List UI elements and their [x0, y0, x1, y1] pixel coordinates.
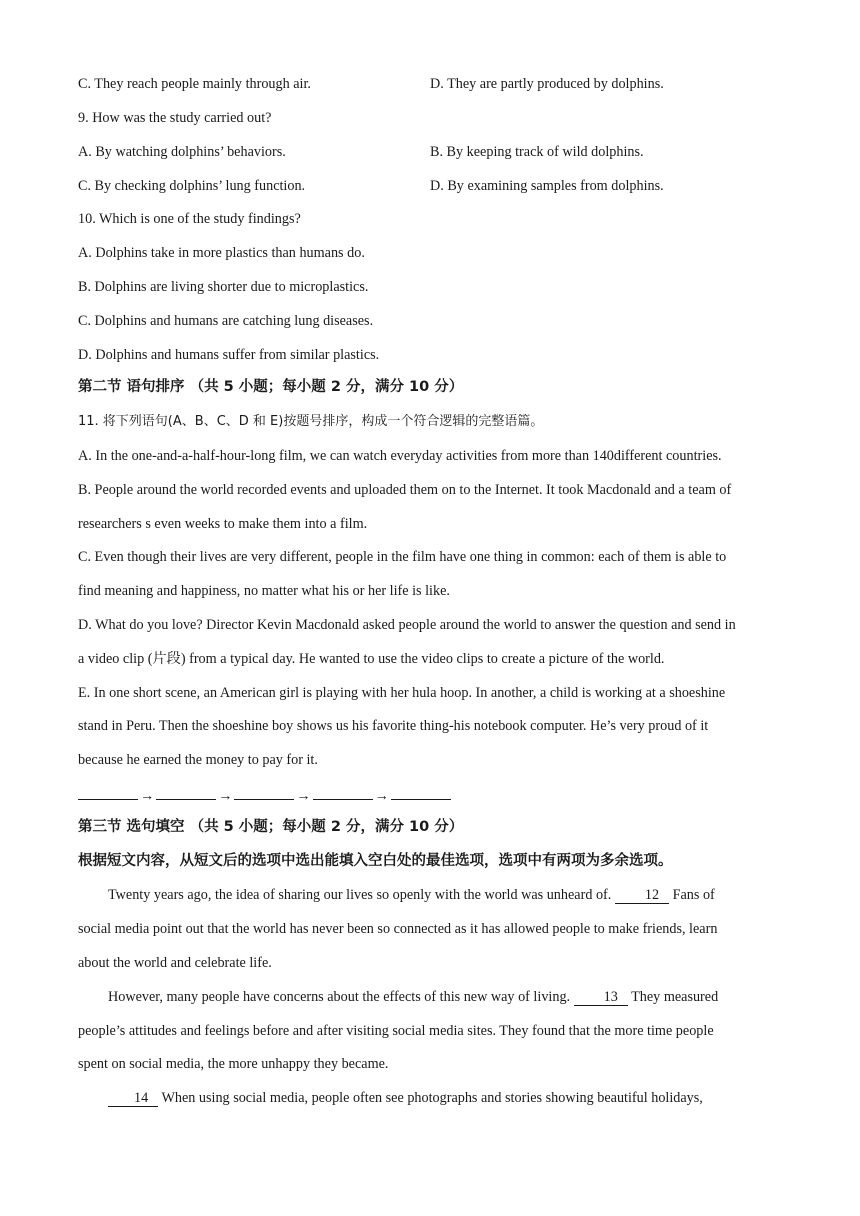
sentence-e-line1: E. In one short scene, an American girl is playing with her hula hoop. In another, a child is working at a shoeshine: [78, 685, 726, 701]
passage-text: Twenty years ago, the idea of sharing our lives so openly with the world was unheard of.: [108, 887, 615, 903]
passage-text: Fans of: [669, 887, 715, 903]
q9-option-a: A. By watching dolphins’ behaviors.: [78, 144, 286, 160]
q10-option-d: D. Dolphins and humans suffer from similar plastics.: [78, 347, 380, 363]
sentence-a: A. In the one-and-a-half-hour-long film, we can watch everyday activities from more than 140different countries.: [78, 448, 722, 464]
sentence-e-line3: because he earned the money to pay for it.: [78, 752, 318, 768]
passage-text: However, many people have concerns about the effects of this new way of living.: [108, 989, 574, 1005]
sentence-d-line2: a video clip (片段) from a typical day. He wanted to use the video clips to create a picture of the world.: [78, 651, 665, 667]
arrow-icon: →: [296, 788, 311, 804]
q8-option-c: C. They reach people mainly through air.: [78, 76, 311, 92]
order-blank-4[interactable]: [313, 785, 373, 800]
sentence-b-line2: researchers s even weeks to make them into a film.: [78, 516, 368, 532]
passage-p1-line3: about the world and celebrate life.: [78, 955, 272, 971]
q10-stem: 10. Which is one of the study findings?: [78, 211, 301, 227]
section3-instruction: 根据短文内容，从短文后的选项中选出能填入空白处的最佳选项，选项中有两项为多余选项。: [78, 853, 673, 869]
blank-14[interactable]: 14: [108, 1090, 158, 1107]
section3-heading: 第三节 选句填空 （共 5 小题；每小题 2 分，满分 10 分）: [78, 819, 464, 835]
q10-option-b: B. Dolphins are living shorter due to microplastics.: [78, 279, 369, 295]
order-blank-2[interactable]: [156, 785, 216, 800]
passage-p2-line2: people’s attitudes and feelings before and after visiting social media sites. They found that the more time people: [78, 1023, 714, 1039]
section2-heading: 第二节 语句排序 （共 5 小题；每小题 2 分，满分 10 分）: [78, 379, 464, 395]
arrow-icon: →: [374, 788, 389, 804]
passage-p1-line1: [108, 886, 715, 904]
q9-stem: 9. How was the study carried out?: [78, 110, 272, 126]
q10-option-c: C. Dolphins and humans are catching lung diseases.: [78, 313, 374, 329]
blank-12[interactable]: 12: [615, 887, 669, 904]
sentence-c-line1: C. Even though their lives are very different, people in the film have one thing in common: each of them is able to: [78, 549, 727, 565]
order-blank-3[interactable]: [234, 785, 294, 800]
sentence-c-line2: find meaning and happiness, no matter what his or her life is like.: [78, 583, 450, 599]
passage-text: They measured: [627, 989, 719, 1005]
blank-13[interactable]: 13: [574, 989, 628, 1006]
passage-p3-line1: [108, 1089, 703, 1107]
arrow-icon: →: [140, 788, 155, 804]
order-blank-5[interactable]: [391, 785, 451, 800]
q11-stem: 11. 将下列语句(A、B、C、D 和 E)按题号排序，构成一个符合逻辑的完整语篇。: [78, 414, 544, 429]
sentence-e-line2: stand in Peru. Then the shoeshine boy shows us his favorite thing-his notebook computer. He’s very proud of it: [78, 718, 709, 734]
q9-option-c: C. By checking dolphins’ lung function.: [78, 178, 306, 194]
passage-text: When using social media, people often see photographs and stories showing beautiful holidays,: [158, 1090, 703, 1106]
passage-p2-line3: spent on social media, the more unhappy they became.: [78, 1056, 389, 1072]
passage-p1-line2: social media point out that the world has never been so connected as it has allowed people to make friends, learn: [78, 921, 718, 937]
q9-option-b: B. By keeping track of wild dolphins.: [430, 144, 644, 160]
passage-p2-line1: [108, 988, 718, 1006]
q9-option-d: D. By examining samples from dolphins.: [430, 178, 664, 194]
q8-option-d: D. They are partly produced by dolphins.: [430, 76, 664, 92]
q10-option-a: A. Dolphins take in more plastics than humans do.: [78, 245, 365, 261]
sentence-d-line1: D. What do you love? Director Kevin Macdonald asked people around the world to answer the question and send in: [78, 617, 736, 633]
order-blank-1[interactable]: [78, 785, 138, 800]
arrow-icon: →: [218, 788, 233, 804]
order-answer-row: [78, 785, 451, 805]
sentence-b-line1: B. People around the world recorded events and uploaded them on to the Internet. It took Macdonald and a team of: [78, 482, 732, 498]
